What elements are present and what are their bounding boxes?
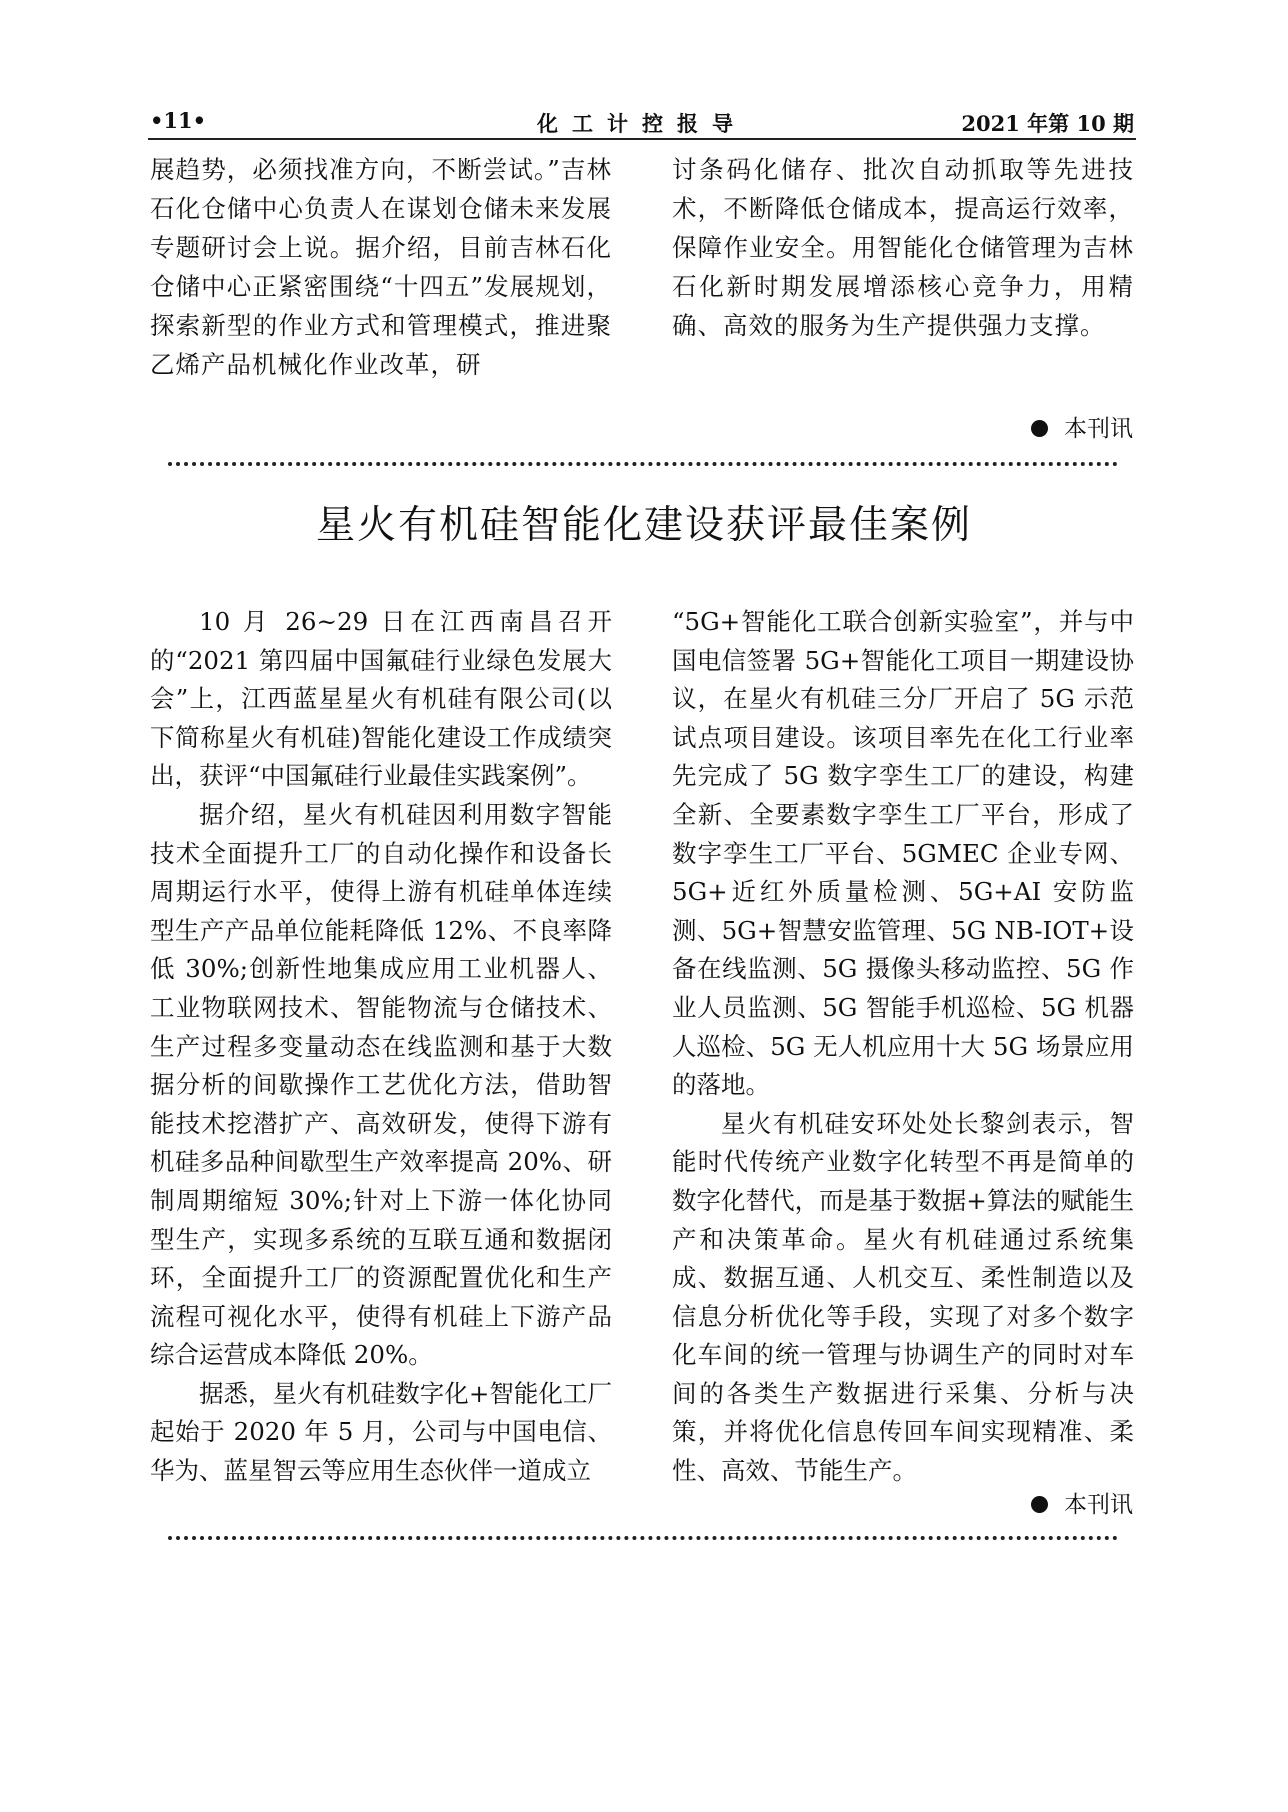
issue-label: 2021 年第 10 期 <box>961 111 1134 136</box>
article2-source-label: 本刊讯 <box>1064 1492 1133 1518</box>
running-header <box>148 98 1136 140</box>
article2-source <box>1031 1486 1133 1519</box>
article2-paragraph-2: 据介绍，星火有机硅因利用数字智能技术全面提升工厂的自动化操作和设备长周期运行水平，使得上游有机硅单体连续型生产产品单位能耗降低 12%、不良率降低 30%;创新性地集成应用工业机器人、工业物联网技术、智能物流与仓储技术、生产过程多变量动态在线监测和基于大数据分析的间歇操作工艺优化方法，借助智能技术挖潜扩产、高效研发，使得下游有机硅多品种间歇型生产效率提高 20%、研制周期缩短 30%;针对上下游一体化协同型生产，实现多系统的互联互通和数据闭环，全面提升工厂的资源配置优化和生产流程可视化水平，使得有机硅上下游产品综合运营成本降低 20%。 <box>150 799 612 1370</box>
journal-name: 化工计控报导 <box>537 111 747 136</box>
article2-paragraph-1: 10 月 26~29 日在江西南昌召开的“2021 第四届中国氟硅行业绿色发展大会”上，江西蓝星星火有机硅有限公司(以下简称星火有机硅)智能化建设工作成绩突出，获评“中国氟硅行业最佳实践案例”。 <box>150 607 612 791</box>
bullet-icon <box>1031 1496 1048 1513</box>
article-title: 星火有机硅智能化建设获评最佳案例 <box>315 503 972 548</box>
article1-left-text: 展趋势，必须找准方向，不断尝试。”吉林石化仓储中心负责人在谋划仓储未来发展专题研讨会上说。据介绍，目前吉林石化仓储中心正紧密围绕“十四五”发展规划，探索新型的作业方式和管理模式，推进聚乙烯产品机械化作业改革，研 <box>150 155 612 379</box>
article1-source-label: 本刊讯 <box>1064 416 1133 442</box>
article2-right-column <box>672 603 1134 1491</box>
section-divider-bottom <box>168 1536 1118 1540</box>
article1-right-column <box>672 150 1134 345</box>
page-number: •11• <box>150 108 207 133</box>
article2-paragraph-3-cont: “5G+智能化工联合创新实验室”，并与中国电信签署 5G+智能化工项目一期建设协议，在星火有机硅三分厂开启了 5G 示范试点项目建设。该项目率先在化工行业率先完成了 5G 数字孪生工厂的建设，构建全新、全要素数字孪生工厂平台，形成了数字孪生工厂平台、5GMEC 企业专网、5G+近红外质量检测、5G+AI 安防监测、5G+智慧安监管理、5G NB-IOT+设备在线监测、5G 摄像头移动监控、5G 作业人员监测、5G 智能手机巡检、5G 机器人巡检、5G 无人机应用十大 5G 场景应用的落地。 <box>672 607 1134 1100</box>
article1-source <box>1031 410 1133 443</box>
article2-paragraph-4: 星火有机硅安环处处长黎剑表示，智能时代传统产业数字化转型不再是简单的数字化替代，而是基于数据+算法的赋能生产和决策革命。星火有机硅通过系统集成、数据互通、人机交互、柔性制造以及信息分析优化等手段，实现了对多个数字化车间的统一管理与协调生产的同时对车间的各类生产数据进行采集、分析与决策，并将优化信息传回车间实现精准、柔性、高效、节能生产。 <box>672 1108 1134 1486</box>
article2-paragraph-3: 据悉，星火有机硅数字化+智能化工厂起始于 2020 年 5 月，公司与中国电信、华为、蓝星智云等应用生态伙伴一道成立 <box>150 1378 612 1486</box>
bullet-icon <box>1031 420 1048 437</box>
article2-left-column <box>150 603 612 1491</box>
section-divider <box>168 462 1118 466</box>
article1-right-text: 讨条码化储存、批次自动抓取等先进技术，不断降低仓储成本，提高运行效率，保障作业安全。用智能化仓储管理为吉林石化新时期发展增添核心竞争力，用精确、高效的服务为生产提供强力支撑。 <box>672 155 1134 340</box>
article1-left-column <box>150 150 612 384</box>
